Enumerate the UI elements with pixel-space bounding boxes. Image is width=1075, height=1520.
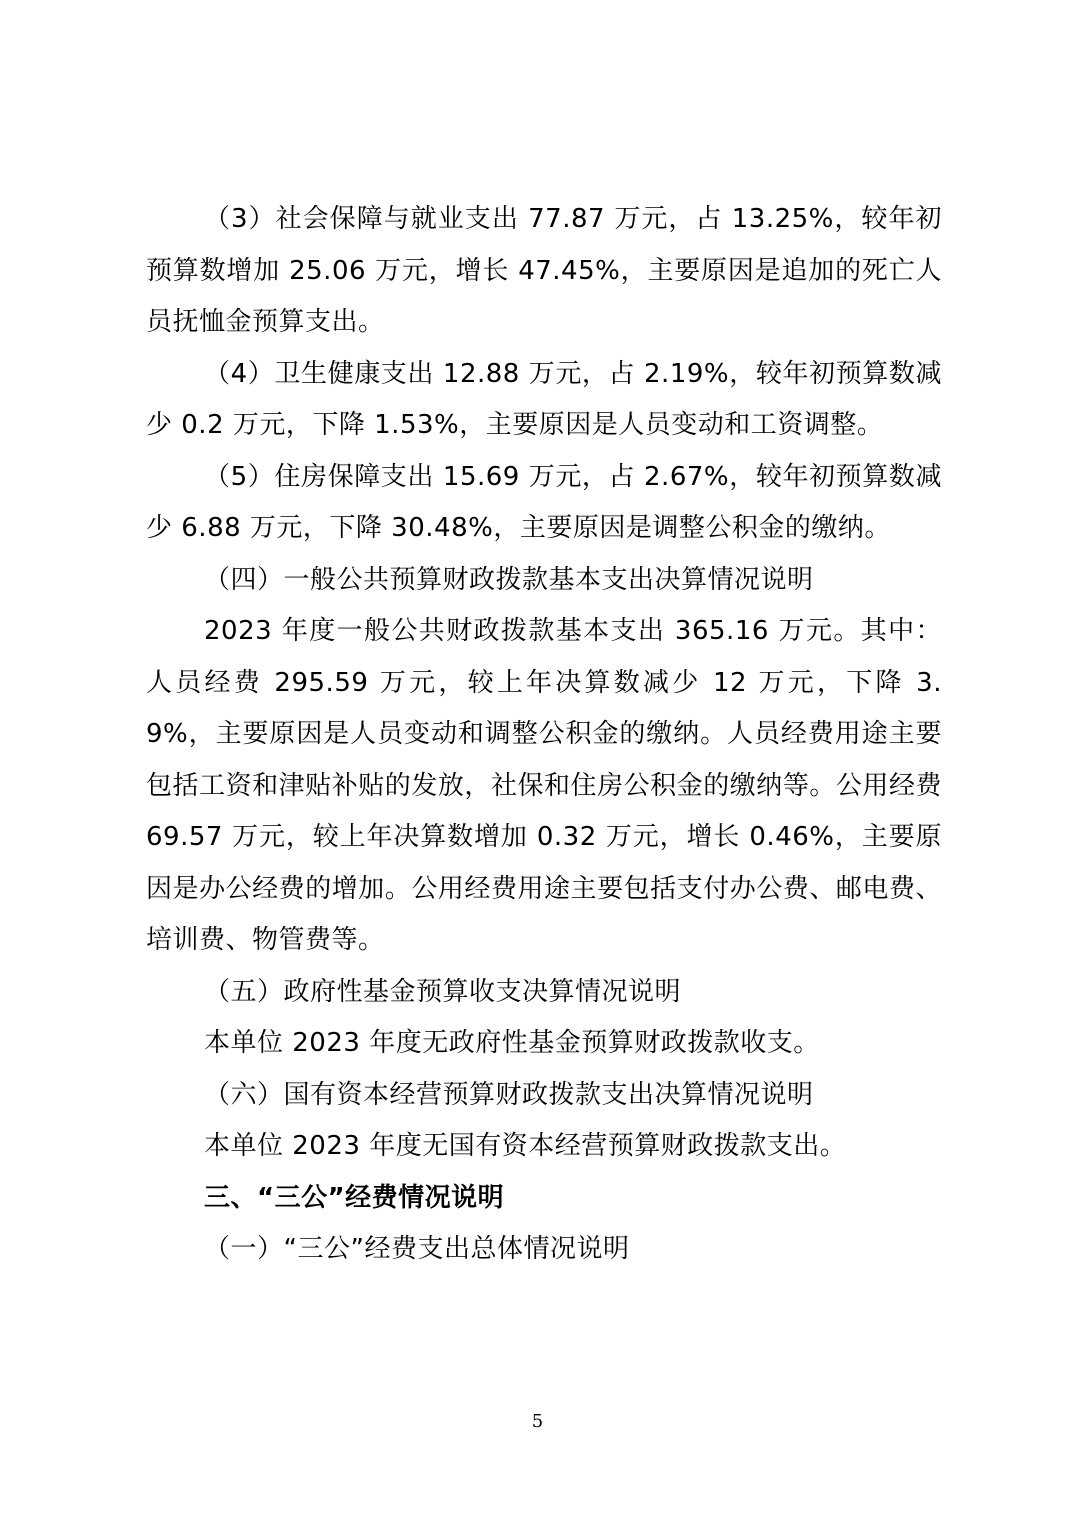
paragraph-government-fund: 本单位 2023 年度无政府性基金预算财政拨款收支。 — [204, 1028, 820, 1058]
subsection-heading-three-public-overall: （一）“三公”经费支出总体情况说明 — [204, 1234, 630, 1264]
section-heading-state-capital: （六）国有资本经营预算财政拨款支出决算情况说明 — [204, 1079, 814, 1110]
paragraph-basic-expenditure: 2023 年度一般公共财政拨款基本支出 365.16 万元。其中：人员经费 295.59 万元，较上年决算数减少 12 万元，下降 3.9%，主要原因是人员变动和调整公积金的缴纳。人员经费用途主要包括工资和津贴补贴的发放，社保和住房公积金的缴纳等。公用经费 69.57 万元，较上年决算数增加 0.32 万元，增长 0.46%，主要原因是办公经费的增加。公用经费用途主要包括支付办公费、邮电费、培训费、物管费等。 — [146, 616, 942, 955]
paragraph-state-capital: 本单位 2023 年度无国有资本经营预算财政拨款支出。 — [204, 1131, 847, 1161]
paragraph-social-security: （3）社会保障与就业支出 77.87 万元，占 13.25%，较年初预算数增加 25.06 万元，增长 47.45%，主要原因是追加的死亡人员抚恤金预算支出。 — [146, 204, 942, 337]
section-heading-basic-expenditure: （四）一般公共预算财政拨款基本支出决算情况说明 — [204, 564, 814, 595]
document-body — [146, 194, 942, 1276]
section-heading-government-fund: （五）政府性基金预算收支决算情况说明 — [204, 976, 682, 1007]
page-number: 5 — [531, 1411, 544, 1432]
paragraph-health: （4）卫生健康支出 12.88 万元，占 2.19%，较年初预算数减少 0.2 万元，下降 1.53%，主要原因是人员变动和工资调整。 — [146, 358, 942, 440]
section-heading-three-public: 三、“三公”经费情况说明 — [204, 1182, 505, 1213]
paragraph-housing: （5）住房保障支出 15.69 万元，占 2.67%，较年初预算数减少 6.88 万元，下降 30.48%，主要原因是调整公积金的缴纳。 — [146, 461, 942, 543]
